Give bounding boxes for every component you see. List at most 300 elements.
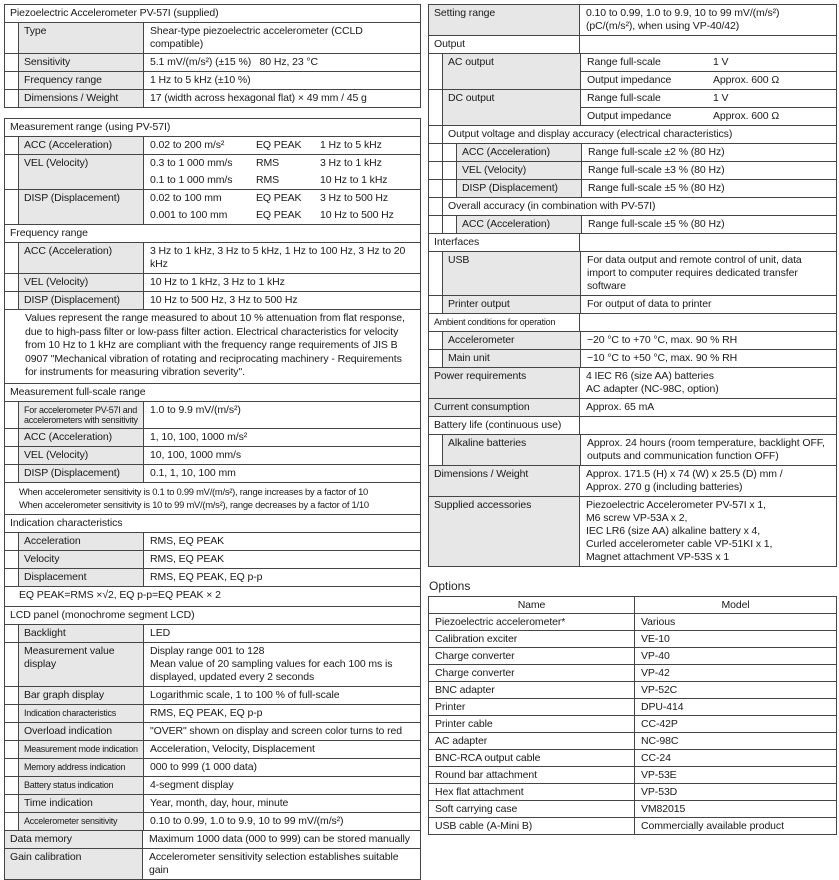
left-column — [4, 4, 421, 880]
text-line: 5.1 mV/(m/s²) (±15 %) 80 Hz, 23 °C — [150, 56, 318, 68]
spec-row — [429, 398, 836, 416]
sub-value: Approx. 600 Ω — [713, 110, 780, 122]
indent-gutter — [429, 126, 443, 143]
row-value — [144, 795, 420, 812]
text-line: Velocity — [24, 552, 60, 565]
row-label — [19, 292, 144, 309]
row-label — [19, 723, 144, 740]
row-value — [144, 705, 420, 722]
indent-gutter — [429, 350, 443, 367]
spec-row — [429, 295, 836, 313]
row-value — [144, 625, 420, 642]
row-label — [5, 849, 143, 879]
indent-gutter — [429, 144, 443, 161]
options-header-model: Model — [721, 598, 750, 611]
row-value — [582, 144, 836, 161]
text-line: ACC (Acceleration) — [462, 218, 551, 230]
spec-row — [5, 136, 420, 154]
option-name: Printer cable — [429, 716, 635, 732]
sub-row — [581, 72, 836, 89]
option-model: VM82015 — [641, 802, 686, 815]
spec-row — [429, 465, 836, 496]
row-label — [19, 569, 144, 586]
value-line — [144, 172, 420, 189]
row-value — [580, 5, 836, 35]
text-line: Printer output — [448, 298, 510, 310]
indent-gutter — [5, 687, 19, 704]
text-line: Display range 001 to 128 — [150, 644, 265, 657]
row-value — [581, 435, 836, 465]
range-value: 0.1 to 1 000 mm/s — [150, 174, 233, 186]
text-line: RMS, EQ PEAK — [150, 534, 225, 547]
spec-row — [5, 464, 420, 482]
sub-row — [581, 108, 836, 125]
text-line: Range full-scale ±2 % (80 Hz) — [588, 146, 725, 158]
detector-type: EQ PEAK — [256, 192, 302, 204]
text-line: Measurement value — [24, 644, 115, 657]
text-line: Measurement mode indication — [24, 743, 138, 754]
row-label — [19, 274, 144, 291]
text-line: 1, 10, 100, 1000 m/s² — [150, 430, 248, 443]
section-header-row — [429, 233, 836, 251]
text-line: Type — [24, 25, 47, 37]
indent-gutter — [429, 198, 443, 215]
text-line: VEL (Velocity) — [462, 164, 527, 176]
row-label — [19, 243, 144, 273]
row-value — [144, 741, 420, 758]
text-line: For accelerometer PV-57I and — [24, 404, 138, 415]
note-row — [5, 586, 420, 606]
right-column — [428, 4, 837, 835]
row-value — [144, 777, 420, 794]
text-line: ACC (Acceleration) — [24, 245, 113, 257]
indent-gutter — [5, 23, 19, 53]
option-name: Round bar attachment — [429, 767, 635, 783]
row-label — [443, 252, 581, 295]
text-line: DISP (Displacement) — [462, 182, 558, 194]
text-line: Current consumption — [434, 401, 530, 413]
text-line: Approx. 171.5 (H) x 74 (W) x 25.5 (D) mm / — [586, 468, 783, 480]
row-label — [19, 465, 144, 482]
detector-type: EQ PEAK — [256, 139, 302, 151]
text-line: When accelerometer sensitivity is 0.1 to 0.99 mV/(m/s²), range increases by a factor of 10 — [19, 485, 369, 497]
spec-row — [5, 71, 420, 89]
spec-row — [5, 642, 420, 686]
text-line: Battery status indication — [24, 779, 114, 790]
section-header: Ambient conditions for operation — [429, 314, 580, 331]
option-name: Soft carrying case — [429, 801, 635, 817]
text-line: 0.1, 1, 10, 100 mm — [150, 466, 236, 479]
option-model: Various — [641, 615, 676, 628]
text-line: DISP (Displacement) — [24, 192, 120, 204]
spec-row — [429, 349, 836, 367]
spec-row — [5, 53, 420, 71]
row-value — [581, 252, 836, 295]
row-label — [19, 643, 144, 686]
row-label — [19, 447, 144, 464]
section-header-row — [429, 313, 836, 331]
row-label — [457, 180, 582, 197]
indent-gutter — [5, 813, 19, 830]
options-row — [429, 630, 836, 647]
text-line: Approx. 24 hours (room temperature, backlight OFF, outputs and communication function OFF) — [587, 437, 825, 462]
row-label — [429, 497, 580, 566]
section-header: Output — [429, 36, 580, 53]
row-value — [580, 466, 836, 496]
indent-gutter — [5, 777, 19, 794]
frequency-range: 10 Hz to 500 Hz — [320, 209, 394, 221]
option-model: CC-42P — [641, 717, 678, 730]
text-line: IEC LR6 (size AA) alkaline battery x 4, — [586, 525, 761, 537]
indent-gutter — [429, 252, 443, 295]
sub-label: Range full-scale — [587, 56, 661, 68]
text-line: Approx. 270 g (including batteries) — [586, 481, 743, 493]
option-model: VP-52C — [641, 683, 678, 696]
text-line: Gain calibration — [10, 850, 82, 863]
text-line: Displacement — [24, 570, 87, 583]
text-line: DISP (Displacement) — [24, 294, 120, 306]
options-header-row — [429, 597, 836, 613]
option-model: Commercially available product — [641, 819, 784, 832]
text-line: −20 °C to +70 °C, max. 90 % RH — [587, 334, 738, 346]
text-line: (pC/(m/s²), when using VP-40/42) — [586, 20, 740, 32]
section-header: Frequency range — [5, 225, 420, 242]
detector-type: RMS — [256, 174, 280, 186]
text-line: AC output — [448, 56, 494, 68]
option-model: VP-53D — [641, 785, 678, 798]
row-value — [144, 72, 420, 89]
row-value — [144, 569, 420, 586]
indent-gutter — [429, 180, 443, 197]
indent-gutter — [5, 274, 19, 291]
indent-gutter — [5, 54, 19, 71]
row-label — [19, 402, 144, 428]
text-line: Range full-scale ±5 % (80 Hz) — [588, 218, 725, 230]
text-line: LED — [150, 626, 171, 639]
option-model: DPU-414 — [641, 700, 684, 713]
indent-gutter — [5, 723, 19, 740]
sub-row — [581, 54, 836, 72]
text-line: Approx. 65 mA — [586, 401, 655, 413]
main-spec-table-right — [428, 4, 837, 567]
indent-gutter — [5, 741, 19, 758]
sub-label: Range full-scale — [587, 92, 661, 104]
range-value: 0.001 to 100 mm — [150, 209, 228, 221]
spec-row — [5, 154, 420, 189]
text-line: Time indication — [24, 796, 93, 809]
indent-gutter — [429, 90, 443, 125]
row-label — [443, 435, 581, 465]
spec-row — [429, 251, 836, 295]
section-header-row — [5, 514, 420, 532]
row-value — [144, 23, 420, 53]
text-line: ACC (Acceleration) — [24, 430, 113, 443]
row-label — [5, 831, 143, 848]
empty-value-cell — [580, 234, 836, 251]
spec-row — [5, 686, 420, 704]
text-line: Dimensions / Weight — [24, 92, 119, 104]
spec-row — [429, 215, 836, 233]
row-value — [144, 54, 420, 71]
row-value — [580, 497, 836, 566]
row-value — [143, 831, 420, 848]
spec-row — [5, 291, 420, 309]
text-line: ACC (Acceleration) — [24, 139, 113, 151]
text-line: Frequency range — [24, 74, 102, 86]
option-name: Calibration exciter — [429, 631, 635, 647]
note — [5, 587, 420, 606]
spec-row — [5, 848, 420, 879]
row-label — [19, 759, 144, 776]
note-row — [5, 309, 420, 383]
frequency-range: 1 Hz to 5 kHz — [320, 139, 382, 151]
indent-gutter — [5, 243, 19, 273]
text-line: 10 Hz to 1 kHz, 3 Hz to 1 kHz — [150, 276, 285, 288]
text-line: VEL (Velocity) — [24, 157, 89, 169]
row-value — [144, 402, 420, 428]
spec-row — [429, 143, 836, 161]
text-line: Supplied accessories — [434, 499, 532, 511]
row-value — [582, 180, 836, 197]
text-line: Setting range — [434, 7, 496, 19]
indent-gutter — [5, 447, 19, 464]
row-value — [581, 296, 836, 313]
spec-row — [5, 550, 420, 568]
row-label — [19, 429, 144, 446]
row-value — [144, 137, 420, 154]
option-model: VP-42 — [641, 666, 670, 679]
spec-row — [429, 331, 836, 349]
section-header-row — [5, 606, 420, 624]
main-spec-table-left — [4, 118, 421, 880]
spec-row — [429, 367, 836, 398]
spec-row — [5, 446, 420, 464]
text-line: 0.10 to 0.99, 1.0 to 9.9, 10 to 99 mV/(m/s²) — [586, 7, 780, 19]
empty-value-cell — [580, 314, 836, 331]
indent-gutter — [5, 429, 19, 446]
indent-gutter — [5, 155, 19, 189]
section-header: Measurement range (using PV-57I) — [5, 119, 420, 136]
row-label — [457, 216, 582, 233]
row-label — [19, 72, 144, 89]
row-value — [144, 533, 420, 550]
option-name: Charge converter — [429, 665, 635, 681]
indent-gutter — [429, 162, 443, 179]
spec-row — [5, 740, 420, 758]
detector-type: RMS — [256, 157, 280, 169]
frequency-range: 3 Hz to 500 Hz — [320, 192, 389, 204]
section-header-row — [429, 35, 836, 53]
text-line: 10 Hz to 500 Hz, 3 Hz to 500 Hz — [150, 294, 298, 306]
indent-gutter — [5, 643, 19, 686]
row-value — [144, 243, 420, 273]
row-label — [429, 5, 580, 35]
row-value — [144, 292, 420, 309]
row-label — [19, 54, 144, 71]
options-row — [429, 783, 836, 800]
row-value — [144, 687, 420, 704]
row-label — [19, 551, 144, 568]
frequency-range: 10 Hz to 1 kHz — [320, 174, 388, 186]
spec-row — [5, 624, 420, 642]
indent-gutter — [5, 72, 19, 89]
indent-gutter — [429, 435, 443, 465]
options-row — [429, 613, 836, 630]
row-value — [144, 274, 420, 291]
spec-row — [429, 496, 836, 566]
indent-gutter — [429, 332, 443, 349]
row-value — [144, 643, 420, 686]
text-line: 000 to 999 (1 000 data) — [150, 760, 257, 773]
row-label — [19, 813, 144, 830]
detector-type: EQ PEAK — [256, 209, 302, 221]
indent-gutter — [5, 551, 19, 568]
sub-value: 1 V — [713, 56, 729, 68]
indent-gutter — [429, 54, 443, 89]
text-line: Memory address indication — [24, 761, 126, 772]
range-value: 0.3 to 1 000 mm/s — [150, 157, 233, 169]
row-label — [443, 350, 581, 367]
spec-row — [5, 22, 420, 53]
section-header-row — [5, 383, 420, 401]
note-row — [5, 482, 420, 514]
text-line: accelerometers with sensitivity — [24, 415, 138, 426]
text-line: Main unit — [448, 352, 490, 364]
row-value — [144, 551, 420, 568]
text-line: RMS, EQ PEAK, EQ p-p — [150, 570, 263, 583]
text-line: For data output and remote control of unit, data import to computer requires dedicated transfer software — [587, 254, 802, 292]
spec-row — [5, 758, 420, 776]
options-table — [428, 596, 837, 835]
row-value — [581, 350, 836, 367]
spec-row — [429, 161, 836, 179]
text-line: Logarithmic scale, 1 to 100 % of full-scale — [150, 688, 340, 701]
text-line: VEL (Velocity) — [24, 276, 89, 288]
row-label — [443, 296, 581, 313]
row-label — [19, 23, 144, 53]
indent-gutter — [5, 137, 19, 154]
option-model: NC-98C — [641, 734, 679, 747]
text-line: USB — [448, 254, 470, 266]
option-model: VE-10 — [641, 632, 670, 645]
text-line: For output of data to printer — [587, 298, 712, 310]
spec-row — [5, 568, 420, 586]
accelerometer-spec-table — [4, 4, 421, 108]
sub-value: Approx. 600 Ω — [713, 74, 780, 86]
row-value — [581, 90, 836, 125]
text-line: 3 Hz to 1 kHz, 3 Hz to 5 kHz, 1 Hz to 100 Hz, 3 Hz to 20 kHz — [150, 245, 406, 270]
note — [5, 310, 420, 383]
note — [5, 483, 420, 514]
frequency-range: 3 Hz to 1 kHz — [320, 157, 382, 169]
text-line: Acceleration — [24, 534, 81, 547]
row-label — [429, 399, 580, 416]
spec-row — [5, 776, 420, 794]
spec-row — [5, 428, 420, 446]
options-row — [429, 664, 836, 681]
text-line: Maximum 1000 data (000 to 999) can be stored manually — [149, 832, 410, 845]
indent-gutter — [5, 705, 19, 722]
section-header-row — [429, 416, 836, 434]
range-value: 0.02 to 200 m/s² — [150, 139, 225, 151]
options-row — [429, 800, 836, 817]
row-label — [19, 90, 144, 107]
text-line: When accelerometer sensitivity is 10 to 99 mV/(m/s²), range decreases by a factor of 1/10 — [19, 498, 369, 510]
spec-row — [5, 830, 420, 848]
option-name: USB cable (A-Mini B) — [429, 818, 635, 834]
section-header-row — [5, 5, 420, 22]
row-value — [144, 429, 420, 446]
text-line: AC adapter (NC-98C, option) — [586, 383, 719, 395]
text-line: Shear-type piezoelectric accelerometer (CCLD compatible) — [150, 25, 363, 50]
text-line: EQ PEAK=RMS ×√2, EQ p-p=EQ PEAK × 2 — [19, 588, 221, 601]
text-line: 1 Hz to 5 kHz (±10 %) — [150, 74, 251, 86]
row-label — [443, 90, 581, 125]
spec-row — [5, 812, 420, 830]
option-name: AC adapter — [429, 733, 635, 749]
row-value — [580, 399, 836, 416]
options-row — [429, 817, 836, 834]
text-line: Sensitivity — [24, 56, 71, 68]
text-line: Backlight — [24, 626, 66, 639]
row-value — [582, 216, 836, 233]
row-label — [429, 466, 580, 496]
text-line: Year, month, day, hour, minute — [150, 796, 289, 809]
spec-row — [5, 273, 420, 291]
sub-row — [581, 90, 836, 108]
options-section — [428, 579, 837, 835]
indent-gutter — [5, 795, 19, 812]
row-label — [457, 144, 582, 161]
section-header-row — [429, 125, 836, 143]
text-line: Power requirements — [434, 370, 527, 382]
row-label — [443, 54, 581, 89]
section-header: Piezoelectric Accelerometer PV-57I (supplied) — [5, 5, 420, 22]
spec-row — [5, 532, 420, 550]
text-line: display — [24, 657, 56, 670]
section-header: Interfaces — [429, 234, 580, 251]
row-label — [429, 368, 580, 398]
options-title: Options — [429, 579, 471, 593]
option-name: Hex flat attachment — [429, 784, 635, 800]
text-line: 10, 100, 1000 mm/s — [150, 448, 242, 461]
text-line: Range full-scale ±5 % (80 Hz) — [588, 182, 725, 194]
indent-gutter — [5, 90, 19, 107]
options-row — [429, 732, 836, 749]
spec-row — [429, 5, 836, 35]
indent-gutter — [429, 216, 443, 233]
spec-row — [5, 242, 420, 273]
row-value — [144, 465, 420, 482]
indent-gutter — [5, 465, 19, 482]
text-line: 0.10 to 0.99, 1.0 to 9.9, 10 to 99 mV/(m/s²) — [150, 814, 344, 827]
spec-row — [429, 179, 836, 197]
row-label — [19, 625, 144, 642]
text-line: Curled accelerometer cable VP-51KI x 1, — [586, 538, 773, 550]
option-model: CC-24 — [641, 751, 671, 764]
spec-row — [5, 189, 420, 224]
section-header: Battery life (continuous use) — [429, 417, 580, 434]
options-header-name: Name — [429, 597, 635, 613]
section-header: Indication characteristics — [5, 515, 420, 532]
indent-gutter — [5, 292, 19, 309]
options-row — [429, 681, 836, 698]
indent-gutter — [5, 533, 19, 550]
row-label — [19, 705, 144, 722]
row-label — [19, 795, 144, 812]
text-line: M6 screw VP-53A x 2, — [586, 512, 688, 524]
text-line: VEL (Velocity) — [24, 448, 89, 461]
